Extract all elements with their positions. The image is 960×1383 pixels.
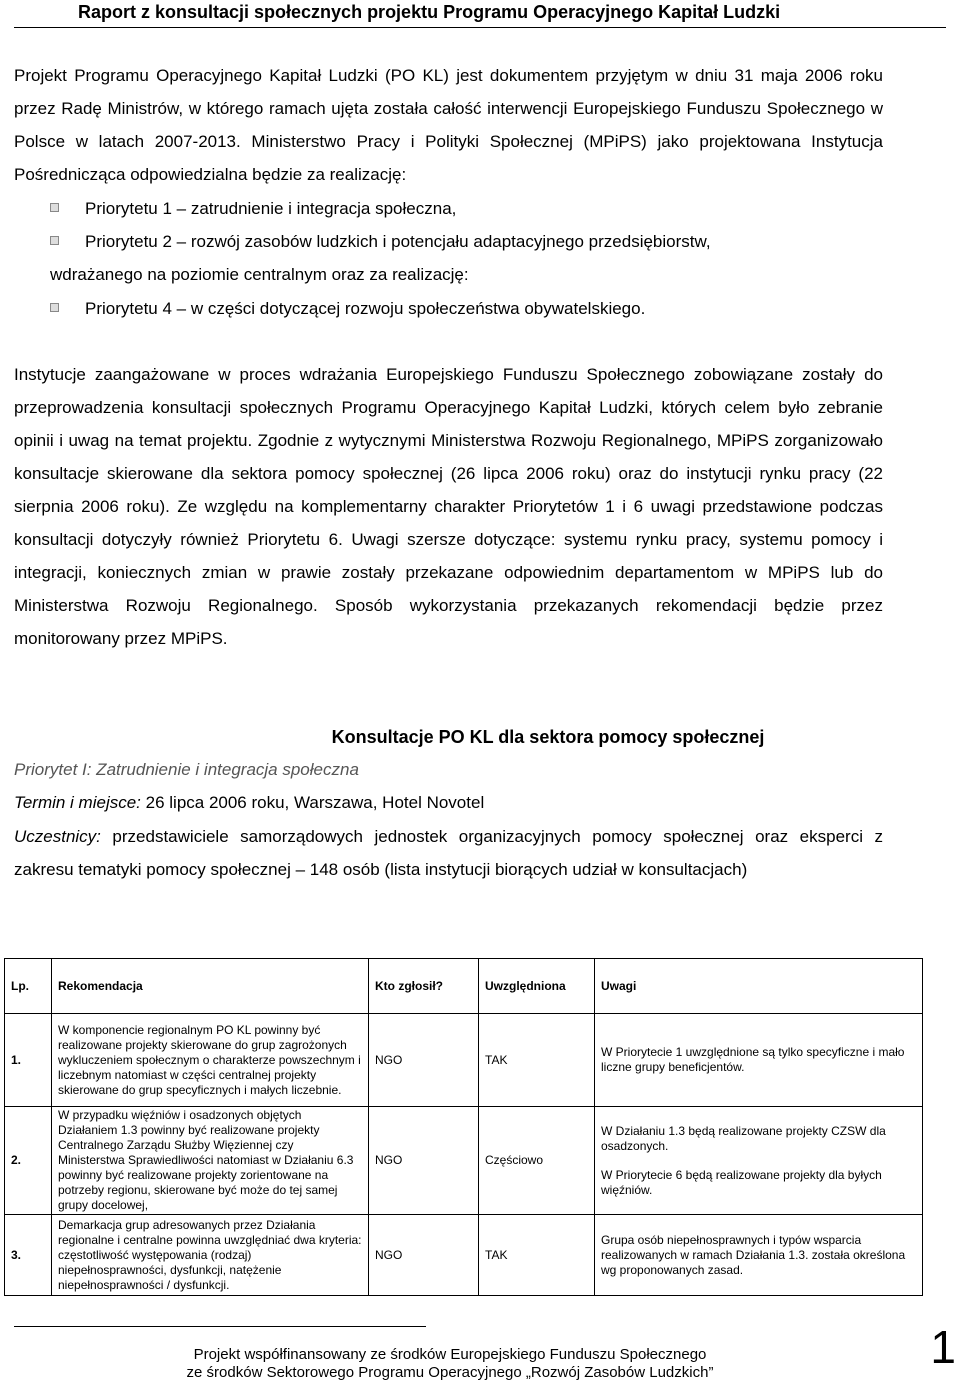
- accepted-cell: TAK: [479, 1215, 595, 1296]
- column-header: Uwzględniona: [479, 959, 595, 1014]
- participants-label: Uczestnicy:: [14, 827, 101, 846]
- table-row: [5, 1215, 923, 1296]
- square-bullet-icon: [50, 236, 59, 245]
- term-value: 26 lipca 2006 roku, Warszawa, Hotel Novotel: [140, 793, 485, 812]
- priority-heading: Priorytet I: Zatrudnienie i integracja społeczna: [14, 760, 359, 779]
- table-row: [5, 1107, 923, 1215]
- table-header-row: [5, 959, 923, 1014]
- remark-text: Grupa osób niepełnosprawnych i typów wsparcia realizowanych w ramach Działania 1.3. została określona wg proponowanych zasad.: [601, 1232, 906, 1277]
- footer-line: Projekt współfinansowany ze środków Europejskiego Funduszu Społecznego: [193, 1346, 707, 1363]
- remark-text: W Działaniu 1.3 będą realizowane projekty CZSW dla osadzonych.: [601, 1123, 886, 1153]
- header-rule: [14, 27, 946, 28]
- bullet-text: Priorytetu 2 – rozwój zasobów ludzkich i potencjału adaptacyjnego przedsiębiorstw,: [85, 232, 711, 251]
- footer-rule: [14, 1326, 426, 1327]
- document-title: Raport z konsultacji społecznych projektu Programu Operacyjnego Kapitał Ludzki: [78, 2, 781, 22]
- submitter-cell: NGO: [369, 1107, 479, 1215]
- recommendation-cell: Demarkacja grup adresowanych przez Działania regionalne i centralne powinna uwzględniać dwa kryteria: częstotliwość występowania (rodzaj) niepełnosprawności, dysfunkcji, natężenie niepełnosprawności / dysfunkcji.: [52, 1215, 369, 1296]
- remarks-cell: [595, 1215, 923, 1296]
- page-number: 1: [930, 1321, 956, 1373]
- recommendation-cell: W komponencie regionalnym PO KL powinny być realizowane projekty skierowane do grup zagrożonych wykluczeniem społecznym o charakterze powszechnym i liczebnym natomiast w części centralnej projekty skierowane do grup specyficznych i małych liczebnie.: [52, 1014, 369, 1107]
- row-number: 3.: [5, 1215, 52, 1296]
- square-bullet-icon: [50, 303, 59, 312]
- term-label: Termin i miejsce:: [14, 793, 141, 812]
- column-header: Lp.: [5, 959, 52, 1014]
- participants-value: przedstawiciele samorządowych jednostek organizacyjnych pomocy społecznej oraz eksperci z zakresu tematyki pomocy społecznej – 148 osób (lista instytucji biorących udział w konsultacjach): [14, 827, 883, 879]
- intro-paragraph: Projekt Programu Operacyjnego Kapitał Ludzki (PO KL) jest dokumentem przyjętym w dniu 31 maja 2006 roku przez Radę Ministrów, w którego ramach ujęta została całość interwencji Europejskiego Funduszu Społecznego w Polsce w latach 2007-2013. Ministerstwo Pracy i Polityki Społecznej (MPiPS) jako projektowana Instytucja Pośrednicząca odpowiedzialna będzie za realizację:: [14, 66, 883, 184]
- participants-paragraph: [14, 820, 883, 886]
- footer-line: ze środków Sektorowego Programu Operacyjnego „Rozwój Zasobów Ludzkich”: [186, 1364, 714, 1381]
- bullet-item: [50, 192, 456, 225]
- bullet-item: [50, 292, 645, 325]
- bullet-text: Priorytetu 1 – zatrudnienie i integracja społeczna,: [85, 199, 457, 218]
- recommendation-cell: W przypadku więźniów i osadzonych objętych Działaniem 1.3 powinny być realizowane projekty Centralnego Zarządu Służby Więziennej czy Ministerstwa Sprawiedliwości natomiast w Działaniu 6.3 powinny być realizowane projekty zorientowane na potrzeby regionu, skierowane być może do tej samej grupy docelowej,: [52, 1107, 369, 1215]
- remark-text: W Priorytecie 1 uwzględnione są tylko specyficzne i mało liczne grupy beneficjentów.: [601, 1045, 905, 1074]
- column-header: Uwagi: [595, 959, 923, 1014]
- remarks-cell: [595, 1107, 923, 1215]
- submitter-cell: NGO: [369, 1215, 479, 1296]
- submitter-cell: NGO: [369, 1014, 479, 1107]
- row-number: 2.: [5, 1107, 52, 1215]
- square-bullet-icon: [50, 203, 59, 212]
- table-row: [5, 1014, 923, 1107]
- accepted-cell: Częściowo: [479, 1107, 595, 1215]
- body-paragraph: Instytucje zaangażowane w proces wdrażania Europejskiego Funduszu Społecznego zobowiązane zostały do przeprowadzenia konsultacji społecznych Programu Operacyjnego Kapitał Ludzki, których celem było zebranie opinii i uwag na temat projektu. Zgodnie z wytycznymi Ministerstwa Rozwoju Regionalnego, MPiPS zorganizowało konsultacje skierowane dla sektora pomocy społecznej (26 lipca 2006 roku) oraz do instytucji rynku pracy (22 sierpnia 2006 roku). Ze względu na komplementarny charakter Priorytetów 1 i 6 uwagi przedstawione podczas konsultacji dotyczyły również Priorytetu 6. Uwagi szersze dotyczące: systemu rynku pracy, systemu pomocy i integracji, koniecznych zmian w prawie zostały przekazane odpowiednim departamentom w MPiPS lub do Ministerstwa Rozwoju Regionalnego. Sposób wykorzystania przekazanych rekomendacji będzie przez monitorowany przez MPiPS.: [14, 365, 883, 648]
- row-number: 1.: [5, 1014, 52, 1107]
- recommendations-table: [4, 958, 923, 1296]
- page-header: [0, 0, 960, 30]
- section-title-text: Konsultacje PO KL dla sektora pomocy społecznej: [331, 727, 765, 747]
- accepted-cell: TAK: [479, 1014, 595, 1107]
- bullet-text: Priorytetu 4 – w części dotyczącej rozwoju społeczeństwa obywatelskiego.: [85, 299, 646, 318]
- remark-text: W Priorytecie 6 będą realizowane projekty dla byłych więźniów.: [601, 1167, 882, 1197]
- term-line: [14, 793, 484, 813]
- central-level-line: wdrażanego na poziomie centralnym oraz za realizację:: [50, 265, 469, 284]
- column-header: Kto zgłosił?: [369, 959, 479, 1014]
- page-footer: [0, 1346, 900, 1382]
- section-title: [0, 727, 896, 748]
- remarks-cell: [595, 1014, 923, 1107]
- column-header: Rekomendacja: [52, 959, 369, 1014]
- bullet-item: [50, 225, 711, 258]
